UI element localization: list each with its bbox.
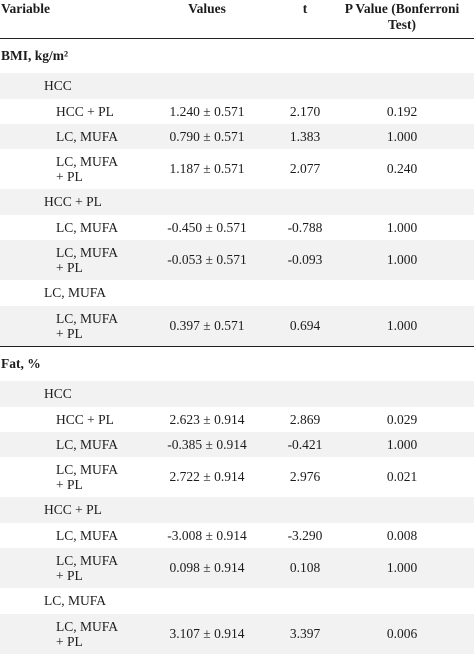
header-t: t bbox=[302, 1, 308, 16]
cell-t: 0.108 bbox=[289, 560, 321, 576]
cell-t: -0.093 bbox=[287, 252, 323, 268]
cell-t: -0.788 bbox=[287, 219, 323, 235]
cell-t: 1.383 bbox=[289, 128, 321, 144]
row-label: LC, MUFA + PL bbox=[56, 552, 118, 583]
row-label: LC, MUFA + PL bbox=[56, 153, 118, 184]
cell-values: -0.385 ± 0.914 bbox=[167, 436, 247, 452]
row-label: LC, MUFA bbox=[44, 285, 107, 301]
table-row bbox=[0, 523, 474, 548]
row-label: LC, MUFA bbox=[56, 527, 119, 543]
group-row bbox=[0, 73, 474, 99]
cell-p-value: 1.000 bbox=[386, 219, 418, 235]
row-label: HCC + PL bbox=[56, 103, 114, 119]
cell-t: -0.421 bbox=[287, 436, 323, 452]
cell-p-value: 1.000 bbox=[386, 436, 418, 452]
row-label: LC, MUFA + PL bbox=[56, 310, 118, 341]
row-label: LC, MUFA bbox=[44, 593, 107, 609]
cell-p-value: 0.021 bbox=[386, 469, 418, 485]
cell-p-value: 0.240 bbox=[386, 161, 418, 177]
cell-values: -0.450 ± 0.571 bbox=[167, 219, 247, 235]
cell-p-value: 1.000 bbox=[386, 252, 418, 268]
cell-values: 0.790 ± 0.571 bbox=[169, 128, 245, 144]
row-label: LC, MUFA + PL bbox=[56, 618, 118, 649]
section-row bbox=[0, 39, 474, 73]
group-row bbox=[0, 381, 474, 407]
cell-p-value: 0.029 bbox=[386, 411, 418, 427]
cell-values: -0.053 ± 0.571 bbox=[167, 252, 247, 268]
table-row bbox=[0, 124, 474, 149]
cell-t: -3.290 bbox=[287, 527, 323, 543]
cell-p-value: 0.192 bbox=[386, 103, 418, 119]
cell-p-value: 0.006 bbox=[386, 626, 418, 642]
header-p-value: P Value (Bonferroni Test) bbox=[344, 1, 460, 32]
cell-values: 2.722 ± 0.914 bbox=[169, 469, 245, 485]
table-row bbox=[0, 457, 474, 497]
row-label: LC, MUFA + PL bbox=[56, 244, 118, 275]
cell-values: 3.107 ± 0.914 bbox=[169, 626, 245, 642]
row-label: LC, MUFA bbox=[56, 219, 119, 235]
cell-p-value: 1.000 bbox=[386, 560, 418, 576]
cell-t: 2.170 bbox=[289, 103, 321, 119]
table-row bbox=[0, 306, 474, 346]
table-row bbox=[0, 99, 474, 124]
cell-values: 1.187 ± 0.571 bbox=[169, 161, 245, 177]
table-row bbox=[0, 548, 474, 588]
cell-p-value: 1.000 bbox=[386, 128, 418, 144]
cell-t: 0.694 bbox=[289, 318, 321, 334]
header-variable: Variable bbox=[1, 1, 51, 16]
row-label: LC, MUFA bbox=[56, 128, 119, 144]
row-label: HCC bbox=[44, 78, 72, 94]
table-row bbox=[0, 614, 474, 654]
cell-values: -3.008 ± 0.914 bbox=[167, 527, 247, 543]
table-row bbox=[0, 240, 474, 280]
cell-p-value: 1.000 bbox=[386, 318, 418, 334]
row-label: LC, MUFA + PL bbox=[56, 461, 118, 492]
cell-values: 0.397 ± 0.571 bbox=[169, 318, 245, 334]
table-row bbox=[0, 407, 474, 432]
row-label: BMI, kg/m² bbox=[1, 48, 69, 64]
header-values: Values bbox=[188, 1, 226, 16]
row-label: HCC bbox=[44, 386, 72, 402]
table-header bbox=[0, 0, 474, 39]
section-row bbox=[0, 346, 474, 381]
cell-t: 2.976 bbox=[289, 469, 321, 485]
table-row bbox=[0, 432, 474, 457]
row-label: HCC + PL bbox=[56, 411, 114, 427]
group-row bbox=[0, 588, 474, 614]
table-body bbox=[0, 39, 474, 654]
table-row bbox=[0, 215, 474, 240]
group-row bbox=[0, 280, 474, 306]
cell-values: 0.098 ± 0.914 bbox=[169, 560, 245, 576]
row-label: LC, MUFA bbox=[56, 436, 119, 452]
cell-t: 3.397 bbox=[289, 626, 321, 642]
row-label: Fat, % bbox=[1, 356, 41, 372]
cell-p-value: 0.008 bbox=[386, 527, 418, 543]
row-label: HCC + PL bbox=[44, 194, 102, 210]
group-row bbox=[0, 189, 474, 215]
cell-t: 2.077 bbox=[289, 161, 321, 177]
row-label: HCC + PL bbox=[44, 502, 102, 518]
cell-values: 1.240 ± 0.571 bbox=[169, 103, 245, 119]
cell-values: 2.623 ± 0.914 bbox=[169, 411, 245, 427]
group-row bbox=[0, 497, 474, 523]
table-row bbox=[0, 149, 474, 189]
cell-t: 2.869 bbox=[289, 411, 321, 427]
